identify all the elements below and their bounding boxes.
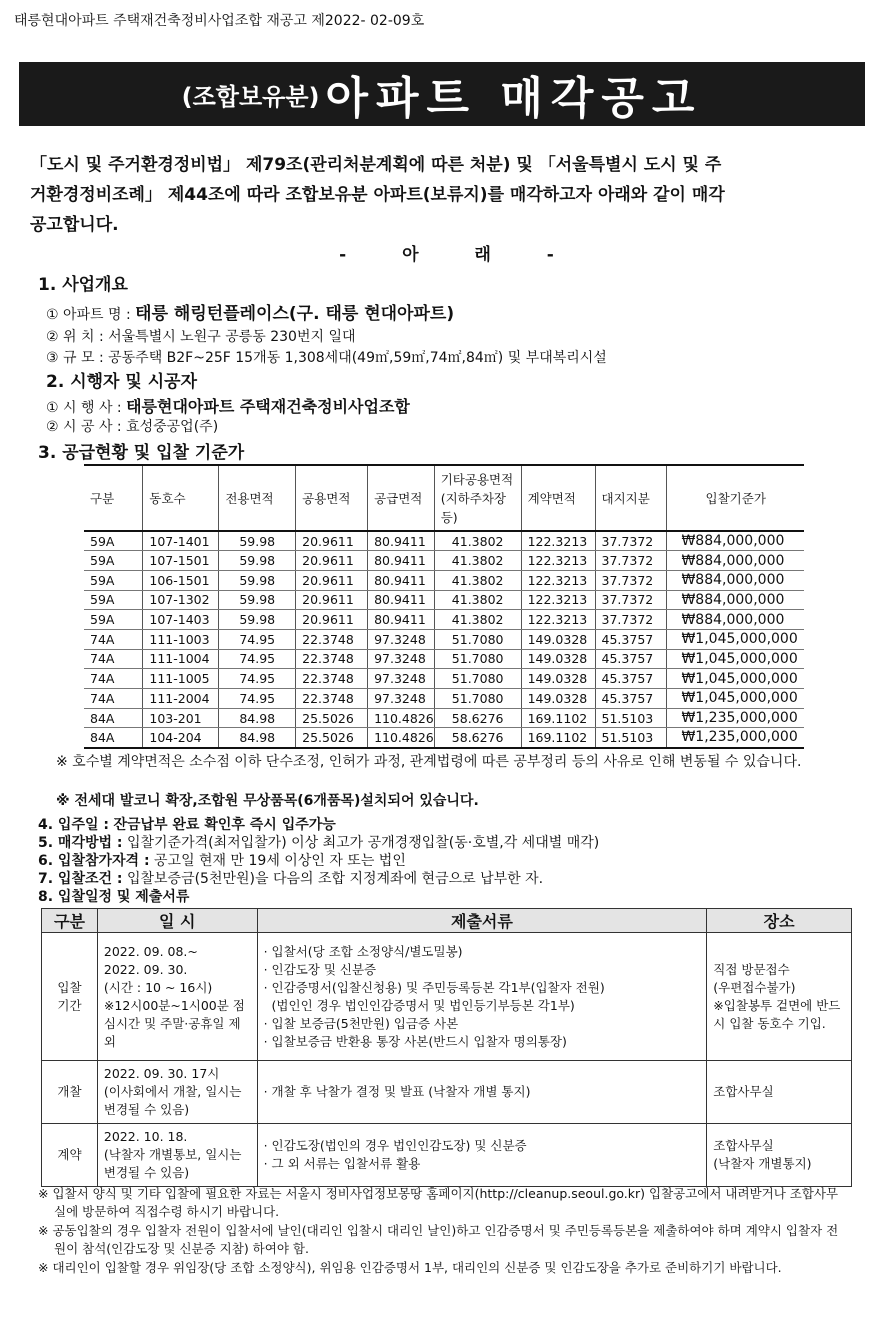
table-cell: 41.3802 <box>434 610 521 630</box>
table-cell: 51.7080 <box>434 689 521 709</box>
sale-method-label: 5. 매각방법 : <box>38 835 123 851</box>
document-line: · 그 외 서류는 입찰서류 활용 <box>263 1156 421 1171</box>
category-line: 입찰 <box>57 979 82 995</box>
table-cell: 80.9411 <box>368 590 435 610</box>
document-line: (법인인 경우 법인인감증명서 및 법인등기부등본 각1부) <box>263 997 575 1013</box>
project-name-row <box>46 299 454 324</box>
intro-line: 거환경정비조례」 제44조에 따라 조합보유분 아파트(보류지)를 매각하고자 아래와 같이 매각 <box>30 185 725 205</box>
page-title: 아파트 매각공고 <box>325 73 703 124</box>
section-3-title: 3. 공급현황 및 입찰 기준가 <box>38 443 245 463</box>
table-cell: 111-1004 <box>143 649 219 669</box>
eligibility-value: 공고일 현재 만 19세 이상인 자 또는 법인 <box>154 853 406 869</box>
col-header: 전용면적 <box>219 465 296 531</box>
col-header: 동호수 <box>143 465 219 531</box>
table-cell: 122.3213 <box>521 590 595 610</box>
schedule-row-opening <box>42 1061 852 1124</box>
place-line: (우편접수불가) <box>713 979 796 995</box>
eligibility-label: 6. 입찰참가자격 : <box>38 853 150 869</box>
table-cell: 111-1005 <box>143 669 219 689</box>
table-cell: 51.7080 <box>434 649 521 669</box>
date-line: 2022. 09. 08.~ <box>103 943 198 959</box>
row-documents <box>257 1124 707 1187</box>
table-cell: 41.3802 <box>434 590 521 610</box>
table-cell: 80.9411 <box>368 531 435 551</box>
table-row <box>84 629 804 649</box>
table-cell: 74A <box>84 649 143 669</box>
col-header: 입찰기준가 <box>705 490 766 506</box>
col-header: 대지지분 <box>595 465 667 531</box>
col-header: 구분 <box>84 465 143 531</box>
schedule-header: 장소 <box>707 909 852 933</box>
table-cell: 59.98 <box>219 551 296 571</box>
table-cell: 149.0328 <box>521 649 595 669</box>
table-cell: 51.5103 <box>595 728 667 748</box>
table-cell: ₩1,235,000,000 <box>667 728 804 748</box>
row-date <box>97 933 257 1061</box>
bid-condition-row <box>38 868 543 888</box>
place-line: 직접 방문접수 <box>713 961 790 977</box>
schedule-table <box>41 908 852 1187</box>
table-cell: 41.3802 <box>434 531 521 551</box>
table-cell: 20.9611 <box>296 590 368 610</box>
ahrae-heading: - 아 래 - <box>339 245 554 265</box>
table-cell: ₩884,000,000 <box>667 531 804 551</box>
table-cell: ₩1,045,000,000 <box>667 649 804 669</box>
table-row <box>84 728 804 748</box>
date-line: 2022. 09. 30. 17시 <box>103 1066 220 1081</box>
table-cell: 84A <box>84 708 143 728</box>
table-row <box>84 610 804 630</box>
row-place <box>707 1061 852 1124</box>
category-line: 기간 <box>57 997 82 1013</box>
table-cell: ₩1,235,000,000 <box>667 708 804 728</box>
bid-condition-label: 7. 입찰조건 : <box>38 871 123 887</box>
col-header: 공용면적 <box>296 465 368 531</box>
table-cell: 74.95 <box>219 689 296 709</box>
document-line: · 인감도장(법인의 경우 법인인감도장) 및 신분증 <box>263 1138 527 1153</box>
schedule-row-bid-period <box>42 933 852 1061</box>
table-cell: 37.7372 <box>595 590 667 610</box>
date-line: 2022. 10. 18. <box>103 1129 188 1144</box>
balcony-note: ※ 전세대 발코니 확장,조합원 무상품목(6개품목)설치되어 있습니다. <box>56 793 479 809</box>
table-cell: 59.98 <box>219 610 296 630</box>
intro-line: 「도시 및 주거환경정비법」 제79조(관리처분계획에 따른 처분) 및 「서울특별시 도시 및 주 <box>30 155 722 175</box>
constructor-row: ② 시 공 사 : 효성중공업(주) <box>46 419 219 435</box>
schedule-header: 일 시 <box>97 909 257 933</box>
table-row <box>84 590 804 610</box>
table-row <box>84 669 804 689</box>
table-cell: 59A <box>84 610 143 630</box>
date-line: ※12시00분~1시00분 점심시간 및 주말·공휴일 제외 <box>103 997 245 1049</box>
table-cell: 149.0328 <box>521 689 595 709</box>
table-cell: 80.9411 <box>368 551 435 571</box>
sale-method-row <box>38 832 599 852</box>
footnotes <box>38 1185 848 1278</box>
table-cell: 122.3213 <box>521 570 595 590</box>
table-cell: 22.3748 <box>296 629 368 649</box>
table-cell: 51.5103 <box>595 708 667 728</box>
table-cell: 107-1401 <box>143 531 219 551</box>
table-cell: 107-1302 <box>143 590 219 610</box>
date-line: (이사회에서 개찰, 일시는 변경될 수 있음) <box>103 1084 242 1117</box>
banner-subtitle: (조합보유분) <box>181 82 320 111</box>
table-cell: 97.3248 <box>368 649 435 669</box>
table-cell: 97.3248 <box>368 689 435 709</box>
col-header: 기타공용면적(지하주차장등) <box>434 465 521 531</box>
table-cell: 58.6276 <box>434 728 521 748</box>
table-cell: 59A <box>84 551 143 571</box>
table-cell: ₩884,000,000 <box>667 590 804 610</box>
table-cell: 106-1501 <box>143 570 219 590</box>
table-cell: 149.0328 <box>521 629 595 649</box>
table-cell: 74.95 <box>219 629 296 649</box>
date-line: (낙찰자 개별통보, 일시는 변경될 수 있음) <box>103 1147 242 1180</box>
row-date <box>97 1061 257 1124</box>
table-cell: ₩1,045,000,000 <box>667 669 804 689</box>
table-cell: 22.3748 <box>296 689 368 709</box>
col-header: 공급면적 <box>368 465 435 531</box>
schedule-header-row <box>42 909 852 933</box>
table-cell: 51.7080 <box>434 669 521 689</box>
table-cell: 37.7372 <box>595 570 667 590</box>
table-cell: 45.3757 <box>595 629 667 649</box>
table-cell: 122.3213 <box>521 551 595 571</box>
table-cell: 20.9611 <box>296 570 368 590</box>
table-cell: 84A <box>84 728 143 748</box>
table-cell: 110.4826 <box>368 728 435 748</box>
developer-row <box>46 394 410 417</box>
table-header-row <box>84 465 804 531</box>
section-8-title: 8. 입찰일정 및 제출서류 <box>38 889 190 905</box>
row-category <box>42 933 98 1061</box>
table-cell: 149.0328 <box>521 669 595 689</box>
table-cell: 84.98 <box>219 708 296 728</box>
col-header: 계약면적 <box>521 465 595 531</box>
row-category: 개찰 <box>42 1061 98 1124</box>
table-cell: 97.3248 <box>368 669 435 689</box>
footnote: ※ 공동입찰의 경우 입찰자 전원이 입찰서에 날인(대리인 입찰시 대리인 날인)하고 인감증명서 및 주민등록등본을 제출하여야 하며 계약시 입찰자 전원이 참석(인감도장 및 신분증 지참) 하여야 함. <box>38 1223 839 1256</box>
table-cell: 37.7372 <box>595 551 667 571</box>
place-line: ※입찰봉투 겉면에 반드시 입찰 동호수 기입. <box>713 997 841 1031</box>
table-cell: 25.5026 <box>296 708 368 728</box>
project-name-label: ① 아파트 명 : <box>46 307 131 323</box>
table-cell: 22.3748 <box>296 669 368 689</box>
table-cell: 74A <box>84 629 143 649</box>
bid-condition-value: 입찰보증금(5천만원)을 다음의 조합 지정계좌에 현금으로 납부한 자. <box>126 871 544 887</box>
table-row <box>84 689 804 709</box>
table-cell: ₩884,000,000 <box>667 570 804 590</box>
table-cell: 20.9611 <box>296 531 368 551</box>
table-cell: 169.1102 <box>521 708 595 728</box>
move-in-value: 잔금납부 완료 확인후 즉시 입주가능 <box>113 817 336 833</box>
document-line: · 인감도장 및 신분증 <box>263 961 377 977</box>
table-cell: 74.95 <box>219 669 296 689</box>
table-cell: 59.98 <box>219 590 296 610</box>
table-cell: 45.3757 <box>595 669 667 689</box>
table-cell: 59.98 <box>219 570 296 590</box>
document-line: · 인감증명서(입찰신청용) 및 주민등록등본 각1부(입찰자 전원) <box>263 979 605 995</box>
row-date <box>97 1124 257 1187</box>
area-note: ※ 호수별 계약면적은 소수점 이하 단수조정, 인허가 과정, 관계법령에 따른 공부정리 등의 사유로 인해 변동될 수 있습니다. <box>56 754 802 770</box>
row-documents <box>257 933 707 1061</box>
table-cell: 51.7080 <box>434 629 521 649</box>
table-cell: 22.3748 <box>296 649 368 669</box>
table-cell: 84.98 <box>219 728 296 748</box>
table-cell: 59A <box>84 570 143 590</box>
table-cell: 74.95 <box>219 649 296 669</box>
table-cell: ₩884,000,000 <box>667 610 804 630</box>
location-row: ② 위 치 : 서울특별시 노원구 공릉동 230번지 일대 <box>46 329 356 345</box>
row-documents <box>257 1061 707 1124</box>
place-line: (낙찰자 개별통지) <box>713 1156 812 1171</box>
table-cell: 25.5026 <box>296 728 368 748</box>
place-line: 조합사무실 <box>713 1084 774 1099</box>
schedule-header: 구분 <box>42 909 98 933</box>
table-cell: 122.3213 <box>521 531 595 551</box>
table-cell: 107-1403 <box>143 610 219 630</box>
document-line: · 입찰보증금 반환용 통장 사본(반드시 입찰자 명의통장) <box>263 1033 567 1049</box>
table-cell: 41.3802 <box>434 570 521 590</box>
table-cell: 111-2004 <box>143 689 219 709</box>
table-cell: 20.9611 <box>296 551 368 571</box>
table-cell: 122.3213 <box>521 610 595 630</box>
move-in-label: 4. 입주일 : <box>38 817 109 833</box>
scale-row: ③ 규 모 : 공동주택 B2F~25F 15개동 1,308세대(49㎡,59㎡,74㎡,84㎡) 및 부대복리시설 <box>46 350 607 366</box>
date-line: (시간 : 10 ~ 16시) <box>103 979 213 995</box>
document-number: 태릉현대아파트 주택재건축정비사업조합 재공고 제2022- 02-09호 <box>14 13 425 29</box>
table-cell: 74A <box>84 689 143 709</box>
table-row <box>84 570 804 590</box>
supply-table <box>84 464 804 749</box>
row-place <box>707 1124 852 1187</box>
table-cell: 37.7372 <box>595 610 667 630</box>
table-row <box>84 531 804 551</box>
schedule-header: 제출서류 <box>257 909 707 933</box>
table-cell: 169.1102 <box>521 728 595 748</box>
table-cell: 104-204 <box>143 728 219 748</box>
footnote: ※ 입찰서 양식 및 기타 입찰에 필요한 자료는 서울시 정비사업정보몽땅 홈페이지(http://cleanup.seoul.go.kr) 입찰공고에서 내려받거나 조합사무실에 방문하여 직접수령 하시기 바랍니다. <box>38 1186 839 1219</box>
section-1-title: 1. 사업개요 <box>38 275 128 295</box>
document-line: · 개찰 후 낙찰가 결정 및 발표 (낙찰자 개별 통지) <box>263 1084 531 1099</box>
intro-paragraph <box>30 150 850 240</box>
table-cell: 45.3757 <box>595 689 667 709</box>
table-cell: 103-201 <box>143 708 219 728</box>
table-cell: 110.4826 <box>368 708 435 728</box>
table-cell: ₩1,045,000,000 <box>667 629 804 649</box>
table-cell: 74A <box>84 669 143 689</box>
section-2-title: 2. 시행자 및 시공자 <box>46 372 197 392</box>
intro-line: 공고합니다. <box>30 215 119 235</box>
sale-method-value: 입찰기준가격(최저입찰가) 이상 최고가 공개경쟁입찰(동·호별,각 세대별 매각) <box>126 835 600 851</box>
title-banner <box>19 62 865 126</box>
table-cell: ₩1,045,000,000 <box>667 689 804 709</box>
table-row <box>84 708 804 728</box>
table-row <box>84 551 804 571</box>
eligibility-row <box>38 850 406 870</box>
developer-label: ① 시 행 사 : <box>46 400 122 416</box>
table-cell: 37.7372 <box>595 531 667 551</box>
table-cell: 59.98 <box>219 531 296 551</box>
table-cell: 58.6276 <box>434 708 521 728</box>
table-cell: 80.9411 <box>368 570 435 590</box>
table-cell: 41.3802 <box>434 551 521 571</box>
place-line: 조합사무실 <box>713 1138 774 1153</box>
date-line: 2022. 09. 30. <box>103 961 188 977</box>
table-cell: 107-1501 <box>143 551 219 571</box>
schedule-row-contract <box>42 1124 852 1187</box>
move-in-row <box>38 814 336 834</box>
table-cell: 45.3757 <box>595 649 667 669</box>
table-cell: 111-1003 <box>143 629 219 649</box>
table-cell: 80.9411 <box>368 610 435 630</box>
table-cell: 20.9611 <box>296 610 368 630</box>
row-category: 계약 <box>42 1124 98 1187</box>
document-line: · 입찰서(당 조합 소정양식/별도밀봉) <box>263 943 463 959</box>
footnote: ※ 대리인이 입찰할 경우 위임장(당 조합 소정양식), 위임용 인감증명서 1부, 대리인의 신분증 및 인감도장을 추가로 준비하기기 바랍니다. <box>38 1260 782 1275</box>
table-cell: 59A <box>84 590 143 610</box>
table-row <box>84 649 804 669</box>
table-cell: ₩884,000,000 <box>667 551 804 571</box>
row-place <box>707 933 852 1061</box>
table-cell: 59A <box>84 531 143 551</box>
document-line: · 입찰 보증금(5천만원) 입금증 사본 <box>263 1015 459 1031</box>
developer-value: 태릉현대아파트 주택재건축정비사업조합 <box>126 397 410 416</box>
project-name-value: 태릉 해링턴플레이스(구. 태릉 현대아파트) <box>135 304 455 324</box>
table-cell: 97.3248 <box>368 629 435 649</box>
